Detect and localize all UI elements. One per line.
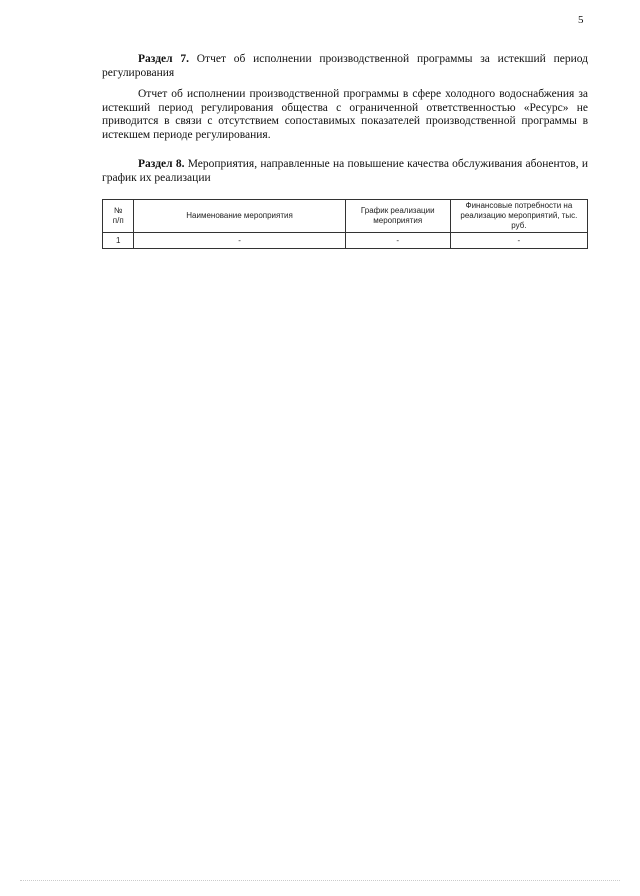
section-7-heading [102,52,588,80]
header-schedule: График реализации мероприятия [345,200,450,233]
header-num-abbr: п/п [112,216,124,225]
section-7-label: Раздел 7. [138,53,189,65]
section-8-label: Раздел 8. [138,158,185,170]
cell-schedule: - [345,233,450,249]
table-row [103,233,588,249]
section-7-body: Отчет об исполнении производственной программы в сфере холодного водоснабжения за истекший период регулирования общества с ограниченной ответственностью «Ресурс» не приводится в связи с отсутствием сопоставимых показателей производственной программы в истекшем периоде регулирования. [102,88,588,141]
header-num [103,200,134,233]
header-finance: Финансовые потребности на реализацию мероприятий, тыс. руб. [450,200,587,233]
section-8-title: Мероприятия, направленные на повышение качества обслуживания абонентов, и график их реализации [102,158,589,184]
section-8-heading [102,157,588,185]
measures-table [102,199,588,249]
header-num-symbol: № [113,206,123,215]
bottom-scan-line [20,880,620,881]
page-number: 5 [578,14,584,26]
cell-finance: - [450,233,587,249]
header-name: Наименование мероприятия [134,200,345,233]
section-7-title: Отчет об исполнении производственной программы за истекший период регулирования [102,53,589,79]
cell-num: 1 [103,233,134,249]
cell-name: - [134,233,345,249]
table-header-row [103,200,588,233]
